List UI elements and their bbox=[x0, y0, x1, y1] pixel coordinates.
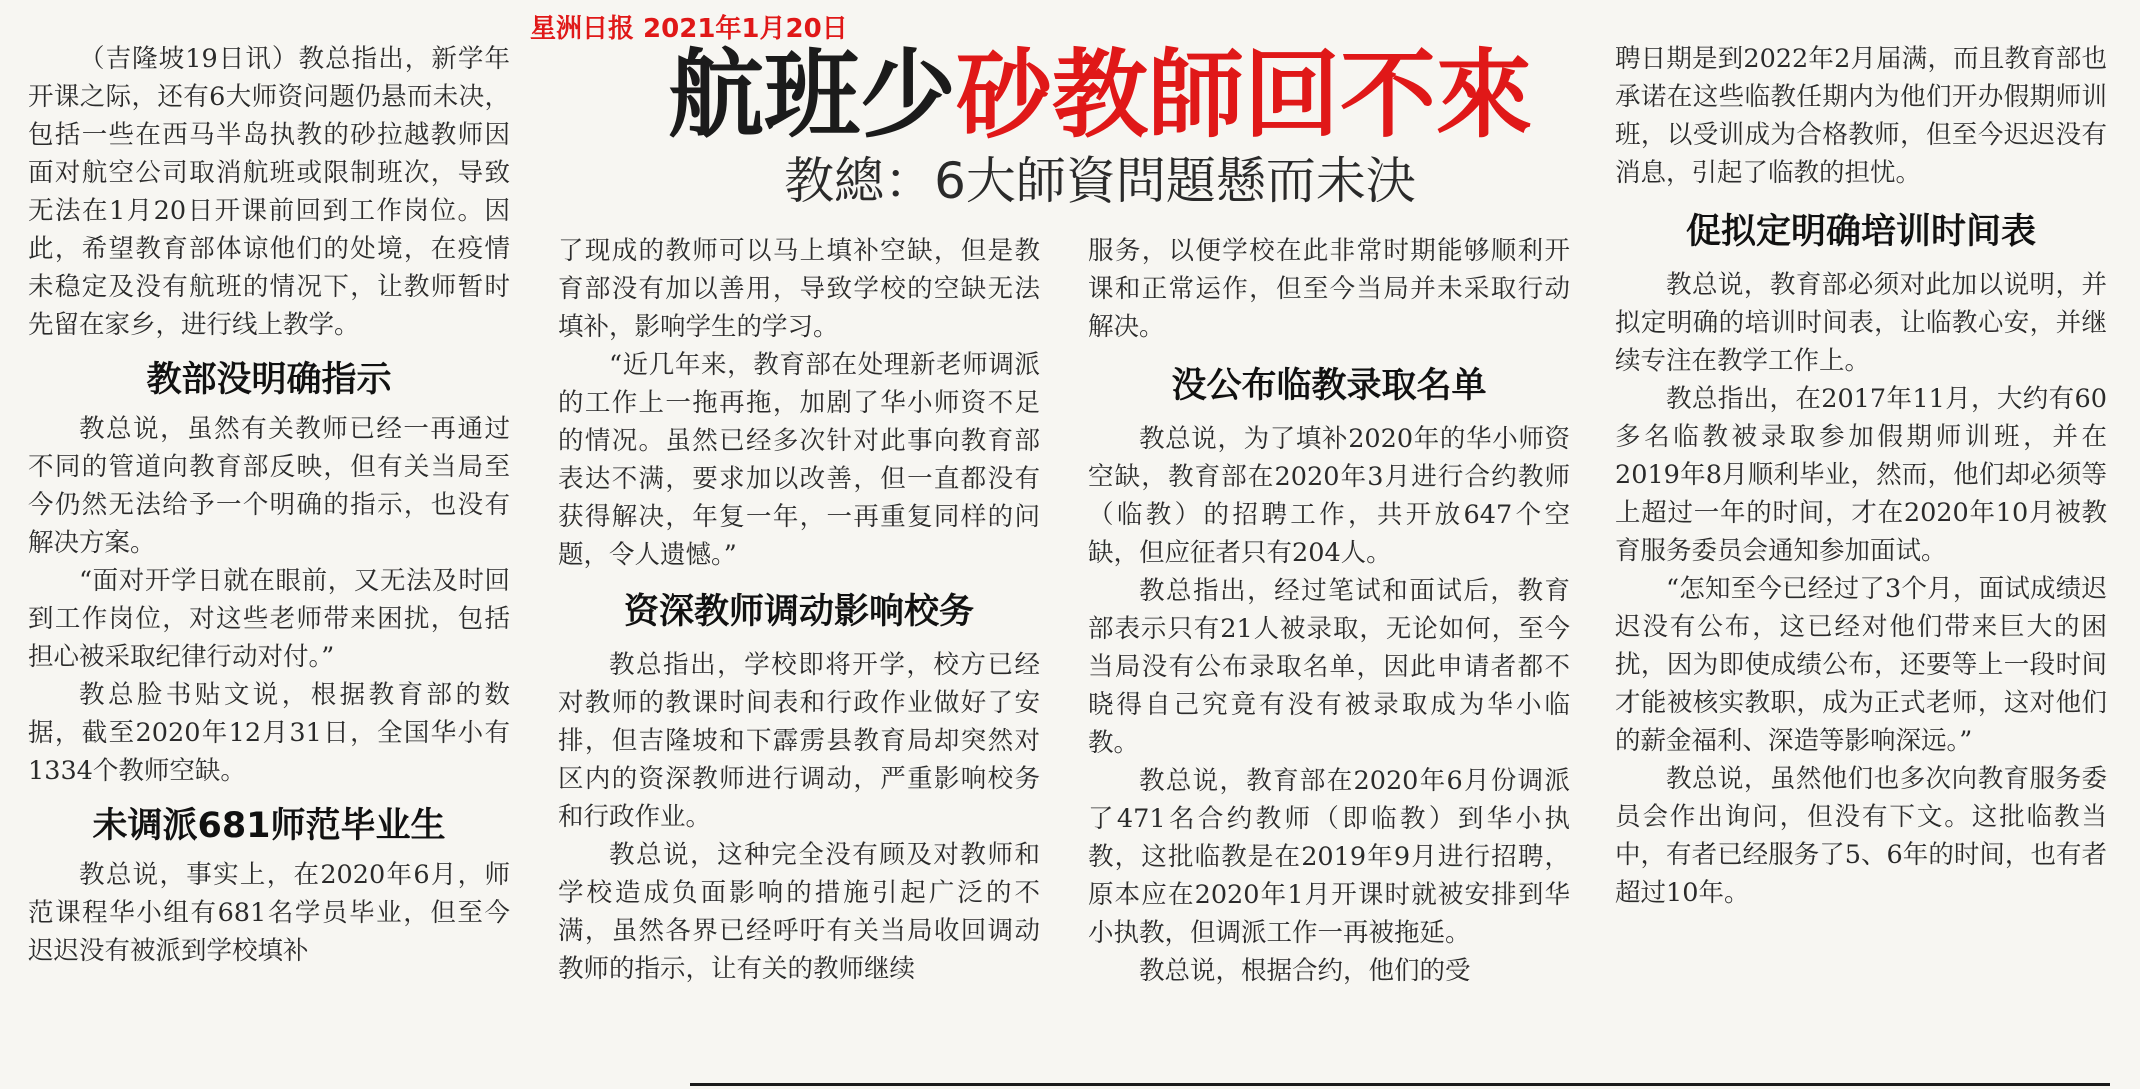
paragraph: 了现成的教师可以马上填补空缺，但是教育部没有加以善用，导致学校的空缺无法填补，影响学生的学习。 bbox=[558, 236, 1040, 342]
paragraph: “近几年来，教育部在处理新老师调派的工作上一拖再拖，加剧了华小师资不足的情况。虽然已经多次针对此事向教育部表达不满，要求加以改善，但一直都没有获得解决，年复一年，一再重复同样的问题，令人遗憾。” bbox=[558, 350, 1040, 570]
paragraph: 教总说，虽然他们也多次向教育服务委员会作出询问，但没有下文。这批临教当中，有者已经服务了5、6年的时间，也有者超过10年。 bbox=[1615, 764, 2107, 908]
paragraph: 教总说，事实上，在2020年6月，师范课程华小组有681名学员毕业，但至今迟迟没有被派到学校填补 bbox=[28, 860, 510, 966]
paragraph: 教总脸书贴文说，根据教育部的数据，截至2020年12月31日，全国华小有1334个教师空缺。 bbox=[28, 680, 510, 786]
paragraph: 教总说，这种完全没有顾及对教师和学校造成负面影响的措施引起广泛的不满，虽然各界已经呼吁有关当局收回调动教师的指示，让有关的教师继续 bbox=[558, 840, 1040, 984]
article-column-4 bbox=[1615, 40, 2107, 1050]
section-heading: 没公布临教录取名单 bbox=[1171, 366, 1487, 406]
paragraph: 聘日期是到2022年2月届满，而且教育部也承诺在这些临教任期内为他们开办假期师训班，以受训成为合格教师，但至今迟迟没有消息，引起了临教的担忧。 bbox=[1615, 44, 2107, 188]
paragraph: 教总说，虽然有关教师已经一再通过不同的管道向教育部反映，但有关当局至今仍然无法给予一个明确的指示，也没有解决方案。 bbox=[28, 414, 510, 558]
paragraph: “怎知至今已经过了3个月，面试成绩迟迟没有公布，这已经对他们带来巨大的困扰，因为即使成绩公布，还要等上一段时间才能被核实教职，成为正式老师，这对他们的薪金福利、深造等影响深远。” bbox=[1615, 574, 2107, 756]
paragraph: 服务，以便学校在此非常时期能够顺利开课和正常运作，但至今当局并未采取行动解决。 bbox=[1088, 236, 1570, 342]
section-heading: 资深教师调动影响校务 bbox=[623, 592, 974, 632]
section-heading: 未调派681师范毕业生 bbox=[92, 806, 446, 846]
section-heading: 促拟定明确培训时间表 bbox=[1685, 212, 2036, 252]
newspaper-source-date: 星洲日报 2021年1月20日 bbox=[530, 14, 848, 44]
article-column-2 bbox=[558, 232, 1040, 1089]
paragraph: “面对开学日就在眼前，又无法及时回到工作岗位，对这些老师带来困扰，包括担心被采取纪律行动对付。” bbox=[28, 566, 510, 672]
section-heading: 教部没明确指示 bbox=[146, 360, 392, 400]
paragraph: 教总指出，学校即将开学，校方已经对教师的教课时间表和行政作业做好了安排，但吉隆坡和下霹雳县教育局却突然对区内的资深教师进行调动，严重影响校务和行政作业。 bbox=[558, 650, 1040, 832]
paragraph: （吉隆坡19日讯）教总指出，新学年开课之际，还有6大师资问题仍悬而未决，包括一些在西马半岛执教的砂拉越教师因面对航空公司取消航班或限制班次，导致无法在1月20日开课前回到工作岗位。因此，希望教育部体谅他们的处境，在疫情未稳定及没有航班的情况下，让教师暂时先留在家乡，进行线上教学。 bbox=[28, 44, 510, 340]
headline-part-black: 航班少 bbox=[668, 39, 956, 151]
article-column-1 bbox=[28, 40, 510, 1089]
paragraph: 教总说，教育部必须对此加以说明，并拟定明确的培训时间表，让临教心安，并继续专注在教学工作上。 bbox=[1615, 270, 2107, 376]
headline bbox=[650, 40, 1550, 150]
bottom-divider-rule bbox=[690, 1083, 2110, 1086]
paragraph: 教总说，为了填补2020年的华小师资空缺，教育部在2020年3月进行合约教师（临教）的招聘工作，共开放647个空缺，但应征者只有204人。 bbox=[1088, 424, 1570, 568]
paragraph: 教总指出，经过笔试和面试后，教育部表示只有21人被录取，无论如何，至今当局没有公布录取名单，因此申请者都不晓得自己究竟有没有被录取成为华小临教。 bbox=[1088, 576, 1570, 758]
paragraph: 教总指出，在2017年11月，大约有60多名临教被录取参加假期师训班，并在2019年8月顺利毕业，然而，他们却必须等上超过一年的时间，才在2020年10月被教育服务委员会通知参加面试。 bbox=[1615, 384, 2107, 566]
paragraph: 教总说，教育部在2020年6月份调派了471名合约教师（即临教）到华小执教，这批临教是在2019年9月进行招聘，原本应在2020年1月开课时就被安排到华小执教，但调派工作一再被拖延。 bbox=[1088, 766, 1570, 948]
headline-part-red: 砂教師回不來 bbox=[956, 39, 1532, 151]
article-column-3 bbox=[1088, 232, 1570, 1052]
subheadline: 教總：6大師資問題懸而未決 bbox=[784, 152, 1416, 210]
paragraph: 教总说，根据合约，他们的受 bbox=[1139, 956, 1471, 986]
